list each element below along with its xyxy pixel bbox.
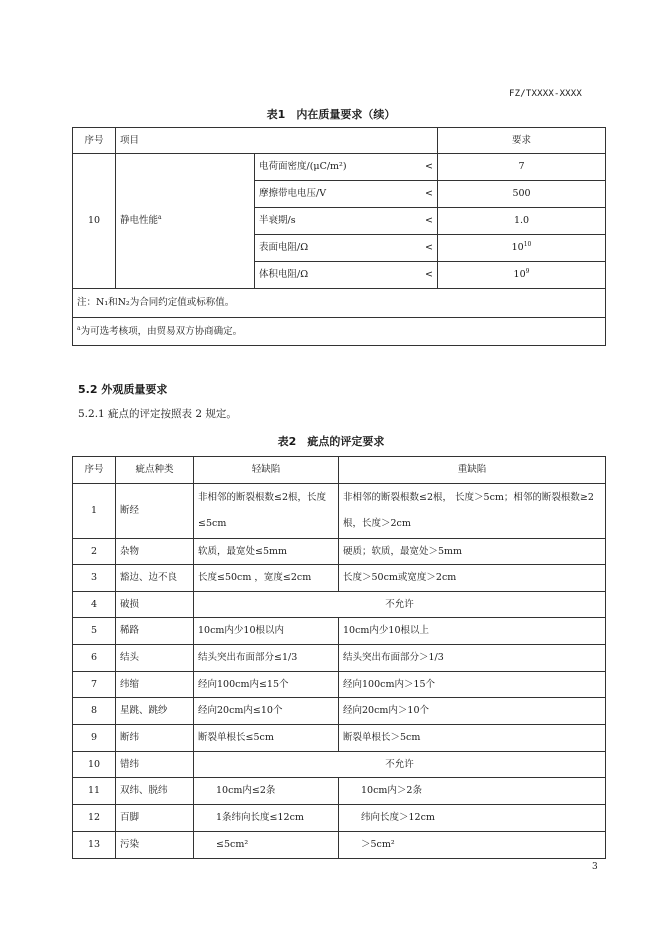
major-defect: 经向20cm内＞10个 — [339, 698, 606, 725]
row-number: 10 — [73, 154, 116, 289]
defect-type: 稀路 — [116, 618, 194, 645]
page-number: 3 — [592, 862, 598, 872]
property-name: 半衰期/s < — [255, 208, 438, 235]
minor-defect: 10cm内≤2条 — [194, 778, 339, 805]
major-defect: 10cm内＞2条 — [339, 778, 606, 805]
document-id: FZ/TXXXX-XXXX — [509, 89, 583, 99]
property-value: $10^9$ — [438, 262, 606, 289]
table-row — [73, 672, 606, 698]
col-header-defect-type: 疵点种类 — [116, 457, 194, 484]
defect-type: 双纬、脱纬 — [116, 778, 194, 805]
row-number: 8 — [73, 698, 116, 725]
merged-defect: 不允许 — [194, 592, 606, 618]
comparator: < — [425, 269, 434, 280]
property-value: $10^{10}$ — [438, 235, 606, 262]
row-number: 2 — [73, 539, 116, 565]
table-row — [73, 539, 606, 565]
minor-defect: 软质，最宽处≤5mm — [194, 539, 339, 565]
section-heading: 5.2 外观质量要求 — [78, 383, 168, 396]
major-defect: 长度＞50cm或宽度＞2cm — [339, 565, 606, 592]
col-header-item: 项目 — [116, 128, 438, 154]
merged-defect: 不允许 — [194, 752, 606, 778]
property-name: 电荷面密度/(μC/m²) < — [255, 154, 438, 181]
minor-defect: 1条纬向长度≤12cm — [194, 805, 339, 832]
comparator: < — [425, 161, 434, 172]
row-number: 11 — [73, 778, 116, 805]
defect-type: 星跳、跳纱 — [116, 698, 194, 725]
quality-table — [72, 127, 606, 346]
table-row — [73, 778, 606, 805]
defect-table — [72, 456, 606, 859]
row-number: 9 — [73, 725, 116, 752]
minor-defect: 结头突出布面部分≤1/3 — [194, 645, 339, 672]
defect-type: 错纬 — [116, 752, 194, 778]
table1-caption: 表1 内在质量要求（续） — [266, 108, 396, 121]
minor-defect: 长度≤50cm ，宽度≤2cm — [194, 565, 339, 592]
table-row — [73, 698, 606, 725]
table-note: 注：N₁和N₂为合同约定值或标称值。 — [73, 289, 606, 318]
defect-type: 断纬 — [116, 725, 194, 752]
major-defect: 纬向长度＞12cm — [339, 805, 606, 832]
table-row — [73, 592, 606, 618]
minor-defect: 非相邻的断裂根数≤2根，长度≤5cm — [194, 484, 339, 539]
table-row — [73, 484, 606, 539]
table-row — [73, 645, 606, 672]
row-number: 13 — [73, 832, 116, 859]
comparator: < — [425, 215, 434, 226]
table-row — [73, 725, 606, 752]
defect-type: 豁边、边不良 — [116, 565, 194, 592]
row-number: 7 — [73, 672, 116, 698]
defect-type: 杂物 — [116, 539, 194, 565]
table-row — [73, 618, 606, 645]
section-paragraph: 5.2.1 疵点的评定按照表 2 规定。 — [78, 408, 237, 420]
property-name: 摩擦带电电压/V < — [255, 181, 438, 208]
defect-type: 破损 — [116, 592, 194, 618]
footnote-marker: a — [77, 324, 81, 332]
major-defect: 结头突出布面部分＞1/3 — [339, 645, 606, 672]
comparator: < — [425, 188, 434, 199]
table2-caption: 表2 疵点的评定要求 — [277, 435, 385, 448]
minor-defect: ≤5cm² — [194, 832, 339, 859]
minor-defect: 经向20cm内≤10个 — [194, 698, 339, 725]
table-row — [73, 565, 606, 592]
minor-defect: 断裂单根长≤5cm — [194, 725, 339, 752]
col-header-no: 序号 — [73, 128, 116, 154]
defect-type: 纬缩 — [116, 672, 194, 698]
row-number: 6 — [73, 645, 116, 672]
defect-type: 结头 — [116, 645, 194, 672]
defect-type: 断经 — [116, 484, 194, 539]
table-row — [73, 832, 606, 859]
property-name: 体积电阻/Ω < — [255, 262, 438, 289]
major-defect: 硬质；软质，最宽处＞5mm — [339, 539, 606, 565]
row-number: 10 — [73, 752, 116, 778]
property-value: 1.0 — [438, 208, 606, 235]
minor-defect: 10cm内少10根以内 — [194, 618, 339, 645]
minor-defect: 经向100cm内≤15个 — [194, 672, 339, 698]
group-label: 静电性能$^a$ — [116, 154, 255, 289]
comparator: < — [425, 242, 434, 253]
property-value: 500 — [438, 181, 606, 208]
property-name: 表面电阻/Ω < — [255, 235, 438, 262]
major-defect: 断裂单根长＞5cm — [339, 725, 606, 752]
major-defect: 经向100cm内＞15个 — [339, 672, 606, 698]
exponent: 9 — [525, 267, 530, 275]
col-header-minor: 轻缺陷 — [194, 457, 339, 484]
row-number: 5 — [73, 618, 116, 645]
col-header-requirement: 要求 — [438, 128, 606, 154]
col-header-no: 序号 — [73, 457, 116, 484]
row-number: 1 — [73, 484, 116, 539]
major-defect: ＞5cm² — [339, 832, 606, 859]
table-row — [73, 752, 606, 778]
defect-type: 污染 — [116, 832, 194, 859]
footnote-marker: a — [158, 213, 162, 221]
table-row — [73, 805, 606, 832]
col-header-major: 重缺陷 — [339, 457, 606, 484]
defect-type: 百脚 — [116, 805, 194, 832]
row-number: 4 — [73, 592, 116, 618]
major-defect: 非相邻的断裂根数≤2根， 长度＞5cm；相邻的断裂根数≥2根，长度＞2cm — [339, 484, 606, 539]
table-footnote: $^a$为可选考核项，由贸易双方协商确定。 — [73, 318, 606, 346]
major-defect: 10cm内少10根以上 — [339, 618, 606, 645]
exponent: 10 — [523, 240, 532, 248]
row-number: 3 — [73, 565, 116, 592]
property-value: 7 — [438, 154, 606, 181]
row-number: 12 — [73, 805, 116, 832]
